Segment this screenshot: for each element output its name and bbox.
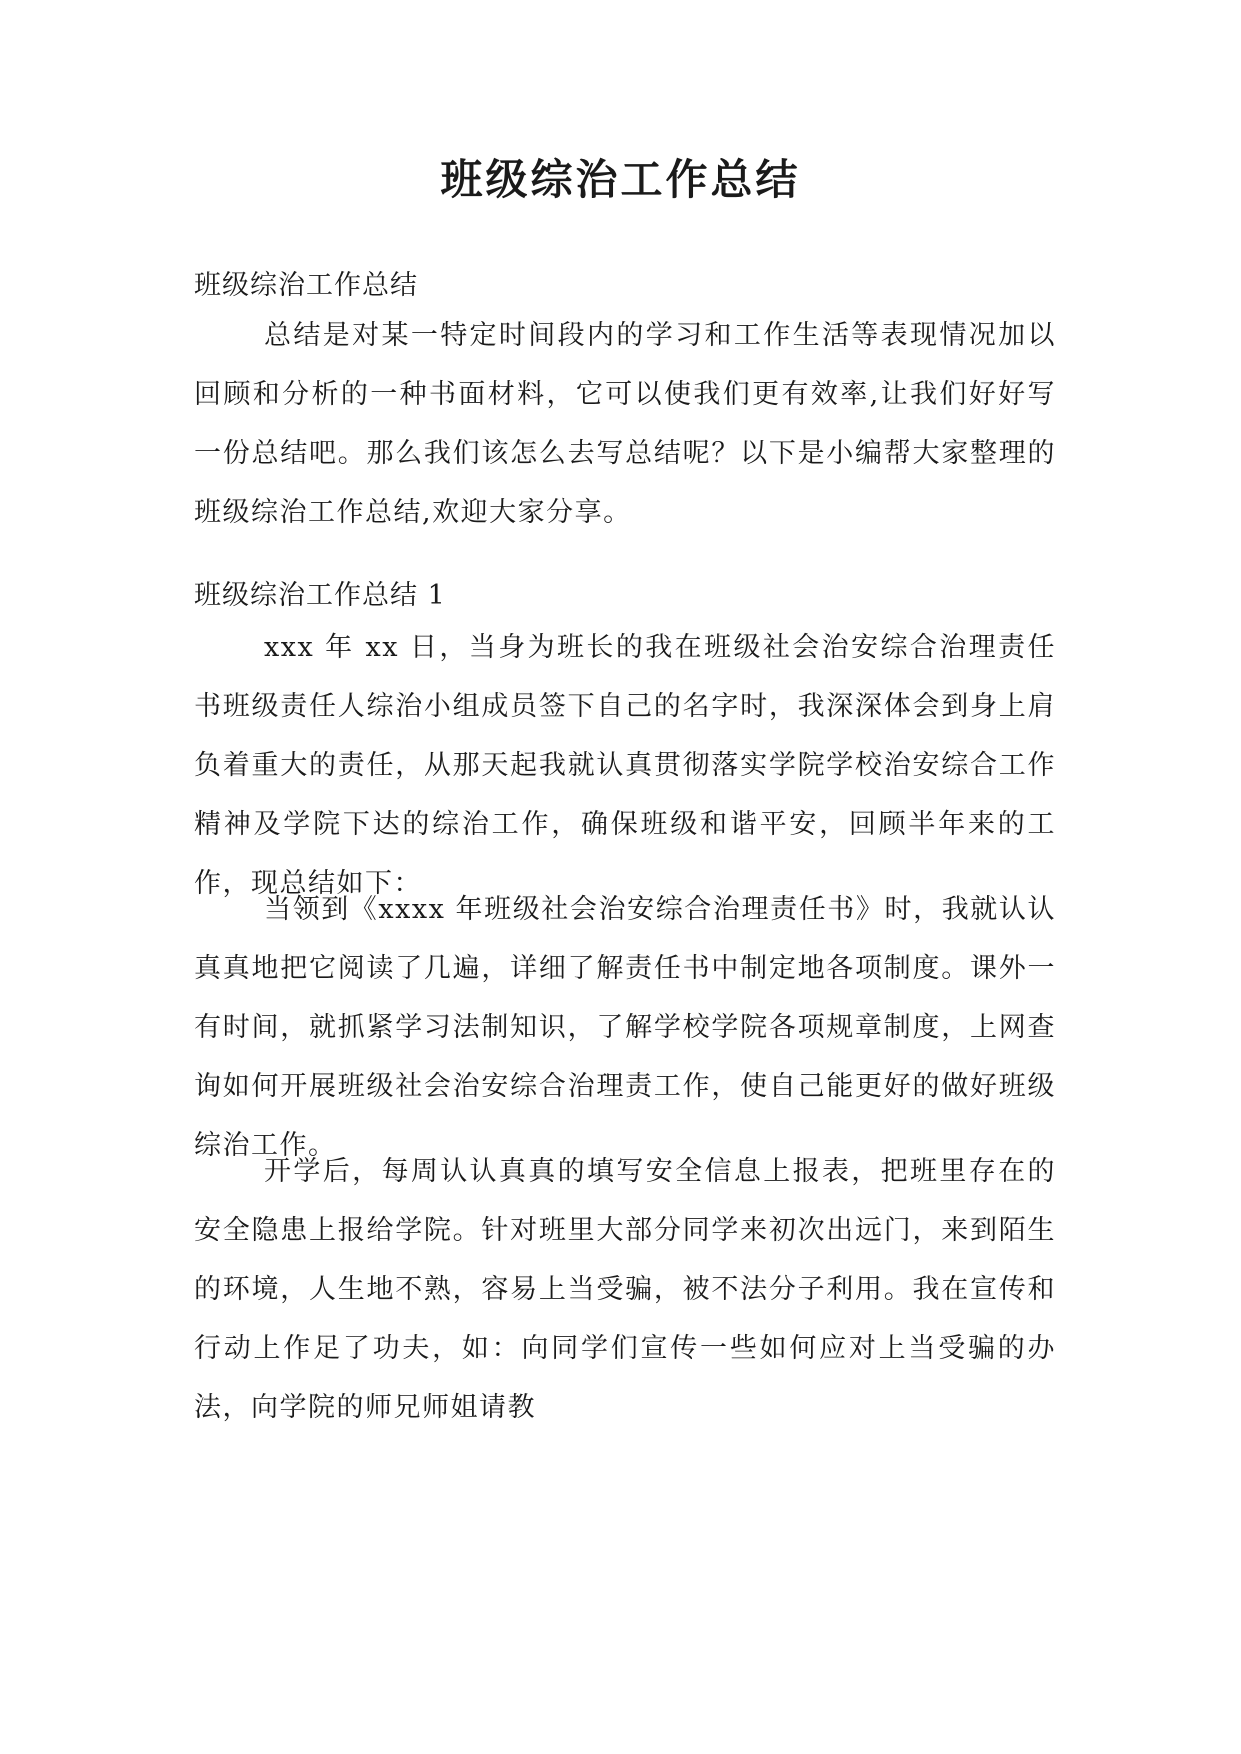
document-title: 班级综治工作总结	[440, 155, 801, 204]
intro-paragraph: 总结是对某一特定时间段内的学习和工作生活等表现情况加以回顾和分析的一种书面材料，它可以使我们更有效率,让我们好好写一份总结吧。那么我们该怎么去写总结呢？以下是小编帮大家整理的班级综治工作总结,欢迎大家分享。	[194, 320, 1056, 528]
section-1-paragraph-3: 开学后，每周认认真真的填写安全信息上报表，把班里存在的安全隐患上报给学院。针对班里大部分同学来初次出远门，来到陌生的环境，人生地不熟，容易上当受骗，被不法分子利用。我在宣传和行动上作足了功夫，如：向同学们宣传一些如何应对上当受骗的办法，向学院的师兄师姐请教	[194, 1156, 1056, 1423]
document-subtitle: 班级综治工作总结	[194, 270, 418, 301]
section-1-heading: 班级综治工作总结 1	[194, 580, 446, 611]
section-1-paragraph-1: xxx 年 xx 日，当身为班长的我在班级社会治安综合治理责任书班级责任人综治小组成员签下自己的名字时，我深深体会到身上肩负着重大的责任，从那天起我就认真贯彻落实学院学校治安综合工作精神及学院下达的综治工作，确保班级和谐平安，回顾半年来的工作，现总结如下：	[194, 632, 1056, 899]
section-1-paragraph-2: 当领到《xxxx 年班级社会治安综合治理责任书》时，我就认认真真地把它阅读了几遍，详细了解责任书中制定地各项制度。课外一有时间，就抓紧学习法制知识，了解学校学院各项规章制度，上网查询如何开展班级社会治安综合治理责工作，使自己能更好的做好班级综治工作。	[194, 894, 1056, 1161]
